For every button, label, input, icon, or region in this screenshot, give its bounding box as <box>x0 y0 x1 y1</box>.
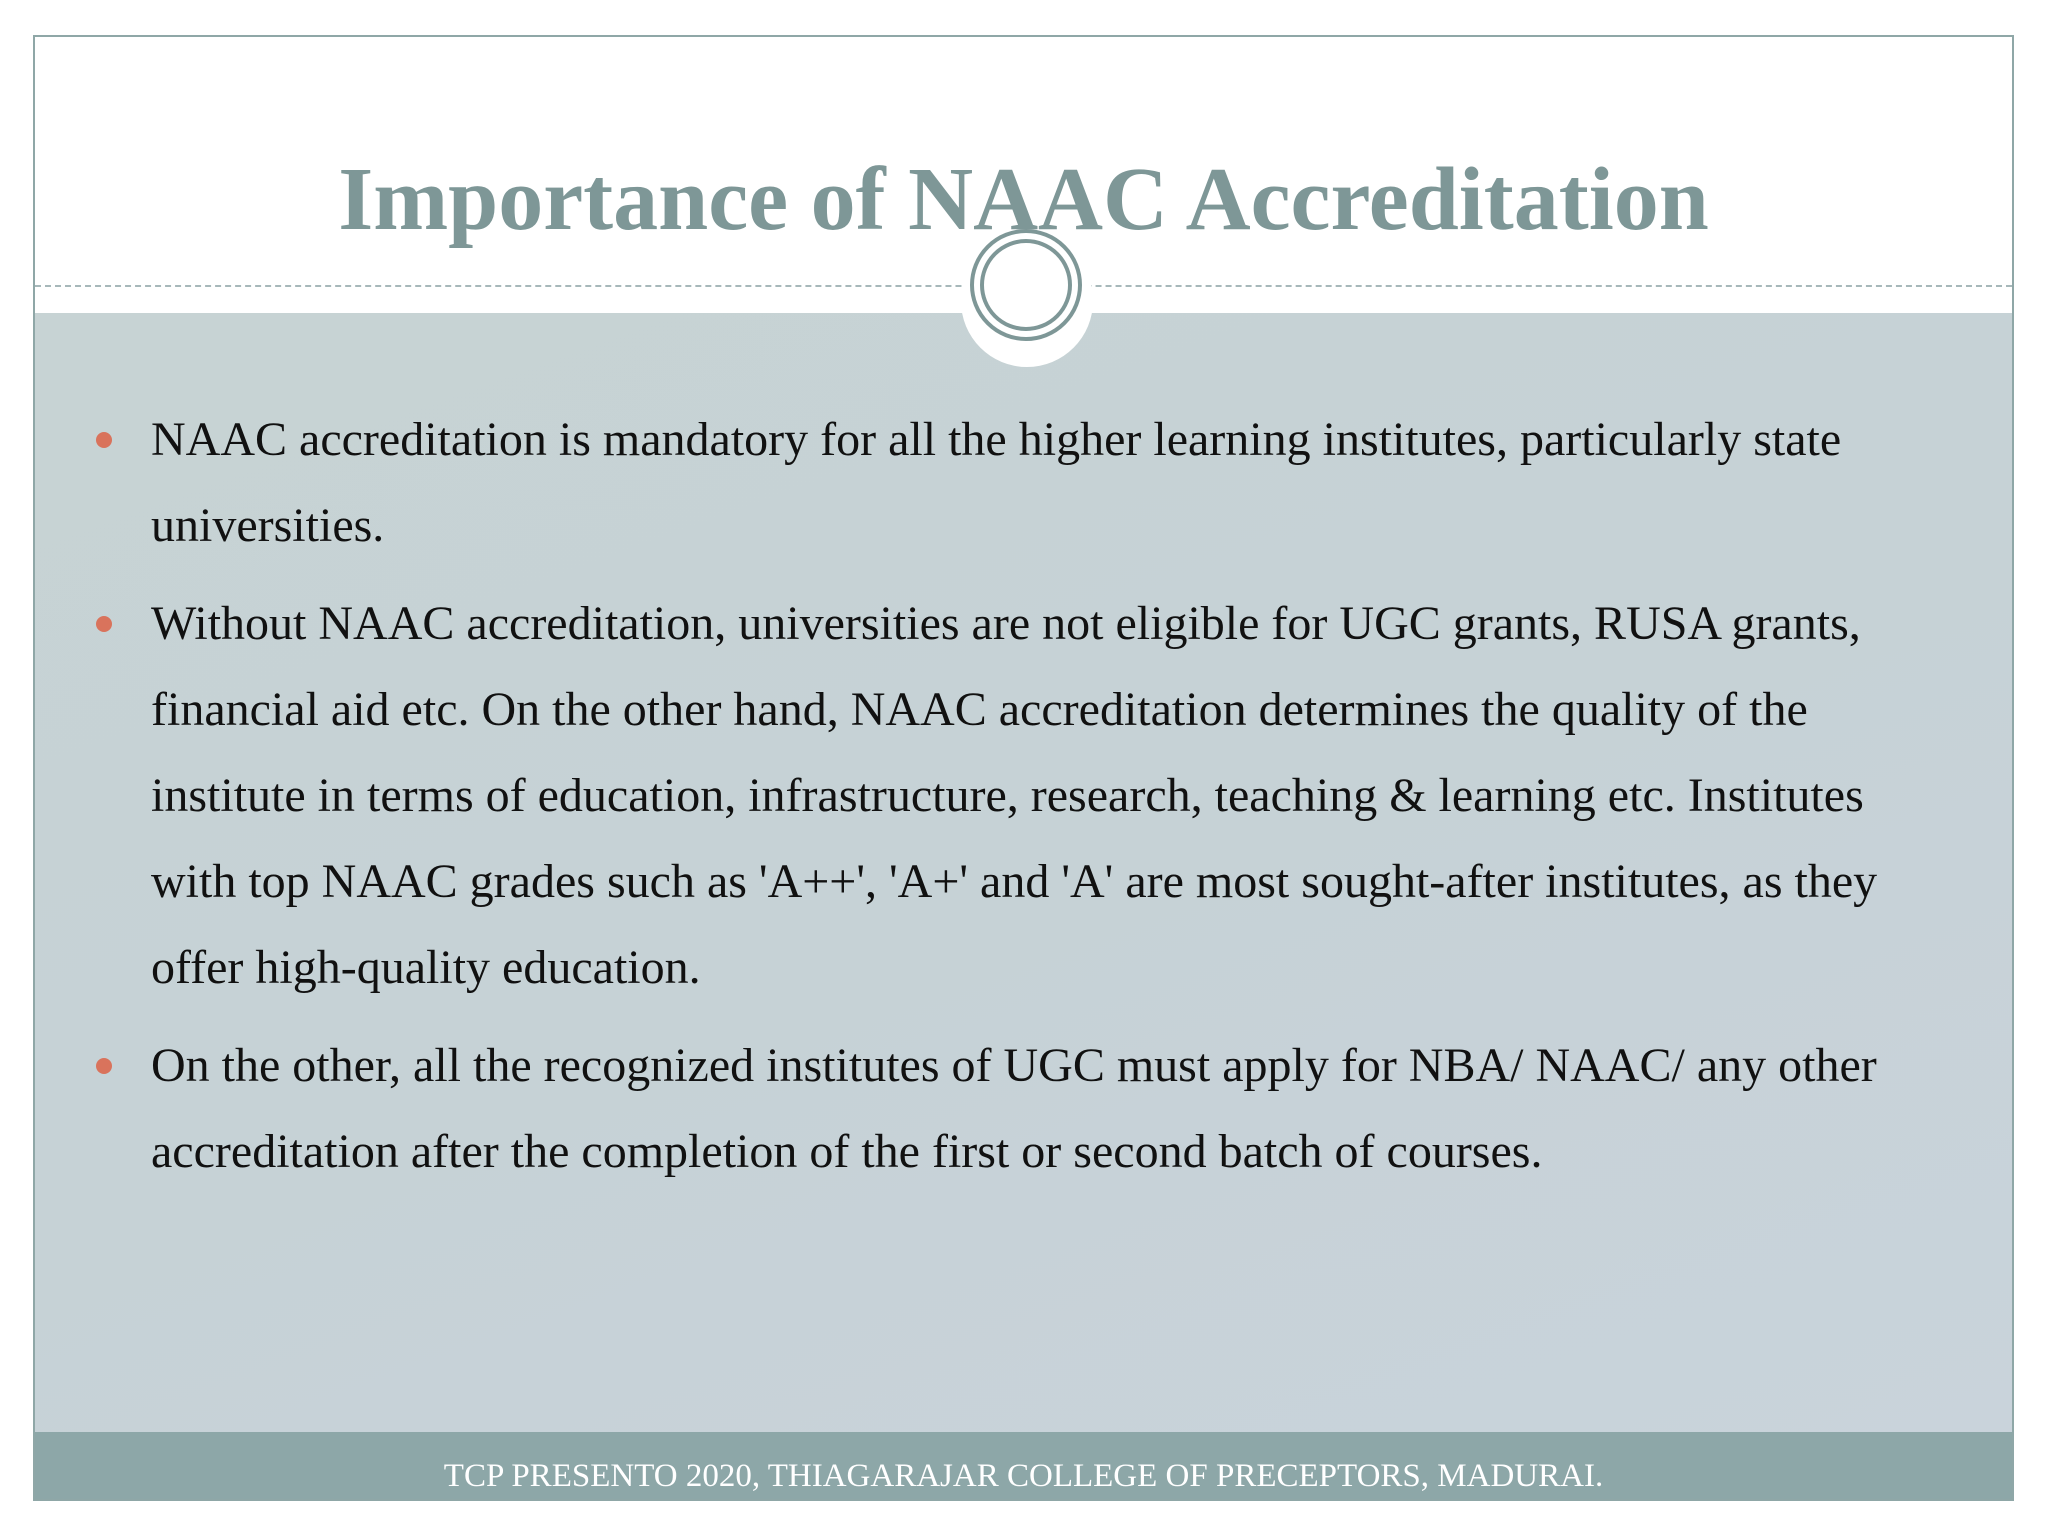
slide <box>33 35 2014 1501</box>
bullet-text: NAAC accreditation is mandatory for all the higher learning institutes, particularly state universities. <box>151 413 1842 552</box>
bullet-dot-icon <box>96 1058 112 1074</box>
footer-bar <box>35 1432 2012 1501</box>
bullet-list <box>35 397 2012 1207</box>
bullet-text: On the other, all the recognized institutes of UGC must apply for NBA/ NAAC/ any other accreditation after the completion of the first or second batch of courses. <box>151 1039 1877 1178</box>
bullet-item <box>35 581 2012 1011</box>
footer-text: TCP PRESENTO 2020, THIAGARAJAR COLLEGE OF PRECEPTORS, MADURAI. <box>443 1458 1604 1494</box>
bullet-text: Without NAAC accreditation, universities are not eligible for UGC grants, RUSA grants, financial aid etc. On the other hand, NAAC accreditation determines the quality of the institute in terms of education, infrastructure, research, teaching & learning etc. Institutes with top NAAC grades such as 'A++', 'A+' and 'A' are most sought-after institutes, as they offer high-quality education. <box>151 597 1878 994</box>
bullet-dot-icon <box>96 616 112 632</box>
slide-title: Importance of NAAC Accreditation <box>338 150 1709 249</box>
bullet-item <box>35 1023 2012 1195</box>
bullet-dot-icon <box>96 432 112 448</box>
bullet-item <box>35 397 2012 569</box>
